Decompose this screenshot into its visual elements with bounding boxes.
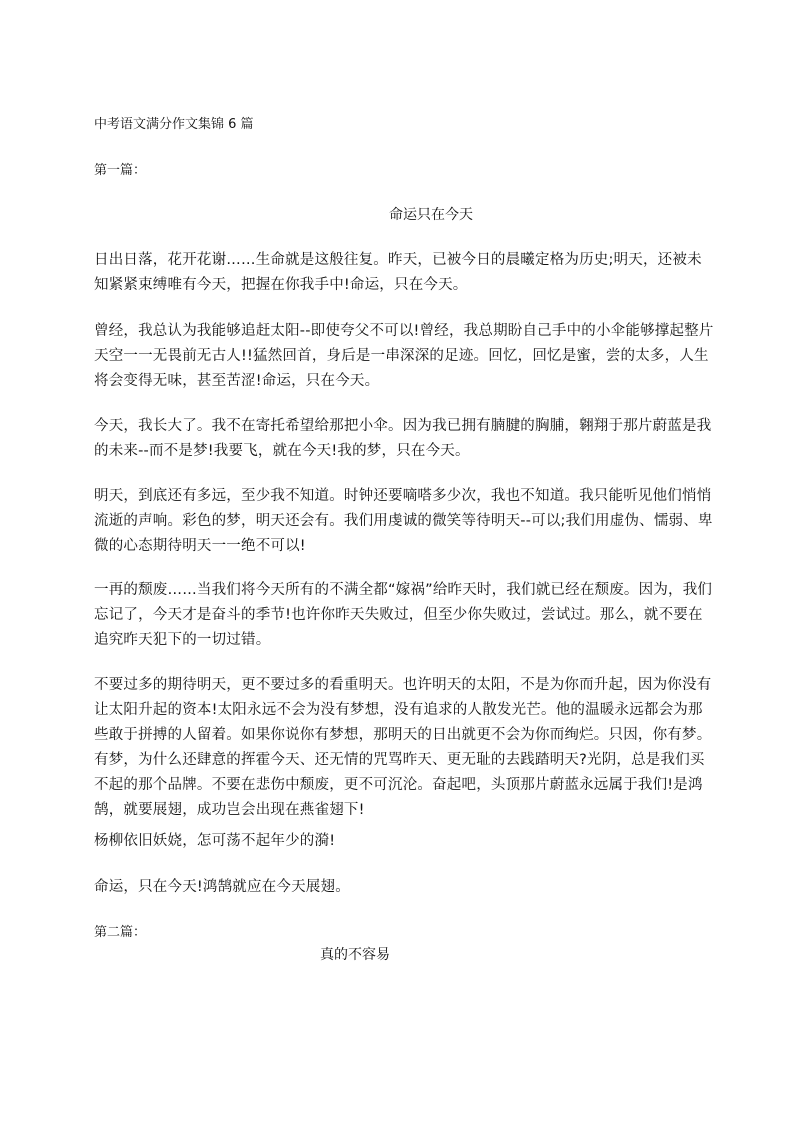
section-heading-1: 第一篇： — [94, 163, 147, 178]
paragraph-2: 曾经，我总认为我能够追赶太阳--即使夸父不可以!曾经，我总期盼自己手中的小伞能够撑起整片天空一一无畏前无古人!!猛然回首，身后是一串深深的足迹。回忆，回忆是蜜，尝的太多，人生将会变得无味，甚至苦涩!命运，只在今天。 — [94, 323, 714, 389]
essay-title-2: 真的不容易 — [320, 947, 390, 963]
paragraph-7: 杨柳依旧妖娆，怎可荡不起年少的漪! — [94, 833, 336, 849]
section-heading-2: 第二篇： — [94, 925, 147, 940]
paragraph-3: 今天，我长大了。我不在寄托希望给那把小伞。因为我已拥有腩腱的胸脯，翱翔于那片蔚蓝是我的未来--而不是梦!我要飞，就在今天!我的梦，只在今天。 — [94, 418, 712, 459]
paragraph-5: 一再的颓废……当我们将今天所有的不满全都“嫁祸”给昨天时，我们就已经在颓废。因为，我们忘记了，今天才是奋斗的季节!也许你昨天失败过，但至少你失败过，尝试过。那么，就不要在追究昨天犯下的一切过错。 — [94, 582, 713, 648]
paragraph-4: 明天，到底还有多远，至少我不知道。时钟还要嘀嗒多少次，我也不知道。我只能听见他们悄悄流逝的声响。彩色的梦，明天还会有。我们用虔诚的微笑等待明天--可以;我们用虚伪、懦弱、卑微的心态期待明天一一绝不可以! — [94, 488, 713, 554]
document-title: 中考语文满分作文集锦 6 篇 — [94, 117, 254, 132]
paragraph-8: 命运，只在今天!鸿鹄就应在今天展翅。 — [94, 879, 350, 895]
paragraph-1: 日出日落，花开花谢……生命就是这般往复。昨天，已被今日的晨曦定格为历史;明天，还被未知紧紧束缚唯有今天，把握在你我手中!命运，只在今天。 — [94, 252, 702, 293]
essay-title-1: 命运只在今天 — [389, 207, 473, 223]
paragraph-6: 不要过多的期待明天，更不要过多的看重明天。也许明天的太阳，不是为你而升起，因为你没有让太阳升起的资本!太阳永远不会为没有梦想，没有追求的人散发光芒。他的温暖永远都会为那些敢于拼搏的人留着。如果你说你有梦想，那明天的日出就更不会为你而绚烂。只因，你有梦。有梦，为什么还肆意的挥霍今天、还无情的咒骂昨天、更无耻的去践踏明天?光阴，总是我们买不起的那个品牌。不要在悲伤中颓废，更不可沉沦。奋起吧，头顶那片蔚蓝永远属于我们!是鸿鹄，就要展翅，成功岂会出现在燕雀翅下! — [94, 677, 712, 818]
